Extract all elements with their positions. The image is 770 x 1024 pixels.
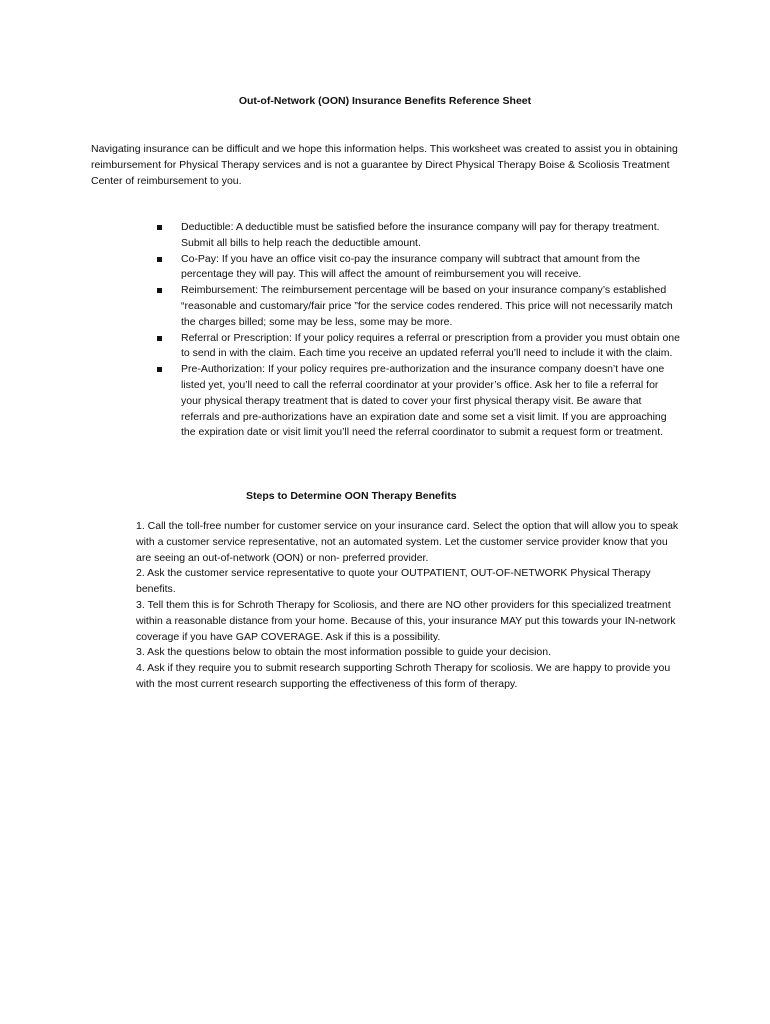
bullet-text-referral: Referral or Prescription: If your policy requires a referral or prescription from a provider you must obtain one to send in with the claim. Each time you receive an updated referral you’ll need to include it with the claim. bbox=[181, 331, 680, 360]
document-title: Out-of-Network (OON) Insurance Benefits Reference Sheet bbox=[238, 95, 532, 107]
square-bullet-icon bbox=[157, 367, 162, 372]
list-item: 2. Ask the customer service representative to quote your OUTPATIENT, OUT-OF-NETWORK Physical Therapy benefits. bbox=[136, 567, 651, 596]
steps-heading: Steps to Determine OON Therapy Benefits bbox=[246, 490, 457, 502]
list-item bbox=[150, 362, 680, 441]
steps-list bbox=[136, 519, 681, 693]
list-item bbox=[150, 283, 680, 330]
square-bullet-icon bbox=[157, 336, 162, 341]
list-item: 3. Tell them this is for Schroth Therapy for Scoliosis, and there are NO other providers for this specialized treatment within a reasonable distance from your home. Because of this, your insurance MAY put this towards your IN-network coverage if you have GAP COVERAGE. Ask if this is a possibility. bbox=[136, 598, 676, 643]
bullet-text-preauthorization: Pre-Authorization: If your policy requires pre-authorization and the insurance company doesn’t have one listed yet, you’ll need to call the referral coordinator at your provider’s office. Ask her to file a referral for your physical therapy treatment that is dated to cover your first physical therapy visit. Be aware that referrals and pre-authorizations have an expiration date and some set a visit limit. If you are approaching the expiration date or visit limit you’ll need the referral coordinator to submit a request form or treatment. bbox=[181, 363, 667, 439]
list-item bbox=[150, 331, 680, 363]
list-item bbox=[150, 220, 680, 252]
bullet-text-reimbursement: Reimbursement: The reimbursement percentage will be based on your insurance company’s established “reasonable and customary/fair price ”for the service codes rendered. This price will not necessarily match the charges billed; some may be less, some may be more. bbox=[181, 284, 673, 328]
square-bullet-icon bbox=[157, 288, 162, 293]
list-item: 3. Ask the questions below to obtain the most information possible to guide your decision. bbox=[136, 646, 551, 659]
bullet-text-deductible: Deductible: A deductible must be satisfied before the insurance company will pay for therapy treatment. Submit all bills to help reach the deductible amount. bbox=[181, 221, 660, 249]
list-item: 4. Ask if they require you to submit research supporting Schroth Therapy for scoliosis. We are happy to provide you with the most current research supporting the effectiveness of this form of therapy. bbox=[136, 662, 671, 690]
square-bullet-icon bbox=[157, 225, 162, 230]
square-bullet-icon bbox=[157, 257, 162, 262]
bullet-text-copay: Co-Pay: If you have an office visit co-pay the insurance company will subtract that amount from the percentage they will pay. This will affect the amount of reimbursement you will receive. bbox=[181, 252, 641, 281]
intro-paragraph: Navigating insurance can be difficult and we hope this information helps. This worksheet was created to assist you in obtaining reimbursement for Physical Therapy services and is not a guarantee by Direct Physical Therapy Boise & Scoliosis Treatment Center of reimbursement to you. bbox=[91, 143, 678, 187]
list-item: 1. Call the toll-free number for customer service on your insurance card. Select the option that will allow you to speak with a customer service representative, not an automated system. Let the customer service provider know that you are seeing an out-of-network (OON) or non- preferred provider. bbox=[136, 520, 679, 564]
benefits-bullet-list bbox=[150, 220, 680, 441]
list-item bbox=[150, 252, 680, 284]
